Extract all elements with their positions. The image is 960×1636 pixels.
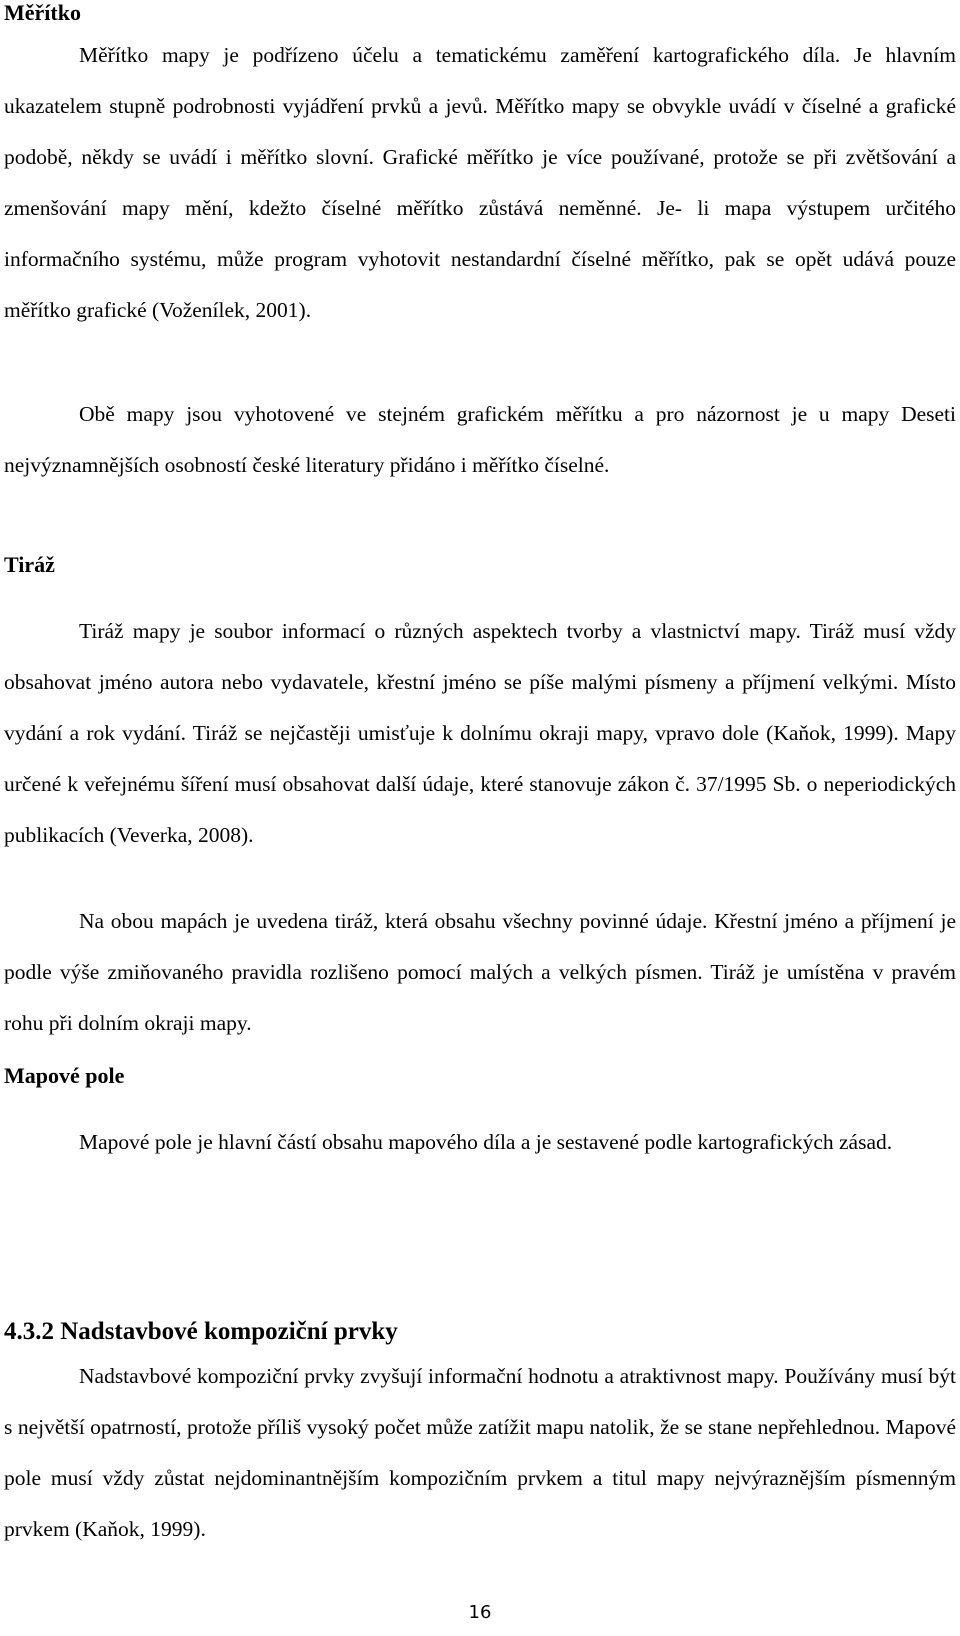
section-heading-tiraz: Tiráž xyxy=(4,552,55,577)
paragraph-text: Obě mapy jsou vyhotovené ve stejném grafickém měřítku a pro názornost je u mapy Deseti nejvýznamnějších osobností české literatury přidáno i měřítko číselné. xyxy=(4,402,956,477)
paragraph-mapove-pole xyxy=(4,1117,956,1168)
section-heading-nadstavbove-prvky: 4.3.2 Nadstavbové kompoziční prvky xyxy=(4,1318,398,1345)
section-heading-mapove-pole: Mapové pole xyxy=(4,1063,125,1088)
paragraph-text: Tiráž mapy je soubor informací o různých aspektech tvorby a vlastnictví mapy. Tiráž musí vždy obsahovat jméno autora nebo vydavatele, křestní jméno se píše malými písmeny a příjmení velkými. Místo vydání a rok vydání. Tiráž se nejčastěji umisťuje k dolnímu okraji mapy, vpravo dole (Kaňok, 1999). Mapy určené k veřejnému šíření musí obsahovat další údaje, které stanovuje zákon č. 37/1995 Sb. o neperiodických publikacích (Veverka, 2008). xyxy=(4,619,956,847)
paragraph-meritko-2 xyxy=(4,389,956,491)
paragraph-text: Měřítko mapy je podřízeno účelu a tematickému zaměření kartografického díla. Je hlavním ukazatelem stupně podrobnosti vyjádření prvků a jevů. Měřítko mapy se obvykle uvádí v číselné a grafické podobě, někdy se uvádí i měřítko slovní. Grafické měřítko je více používané, protože se při zvětšování a zmenšování mapy mění, kdežto číselné měřítko zůstává neměnné. Je- li mapa výstupem určitého informačního systému, může program vyhotovit nestandardní číselné měřítko, pak se opět udává pouze měřítko grafické (Voženílek, 2001). xyxy=(4,43,956,322)
page-number: 16 xyxy=(468,1602,492,1623)
paragraph-text: Nadstavbové kompoziční prvky zvyšují informační hodnotu a atraktivnost mapy. Používány musí být s největší opatrností, protože příliš vysoký počet může zatížit mapu natolik, že se stane nepřehlednou. Mapové pole musí vždy zůstat nejdominantnějším kompozičním prvkem a titul mapy nejvýraznějším písmenným prvkem (Kaňok, 1999). xyxy=(4,1364,956,1541)
paragraph-meritko-1 xyxy=(4,30,956,336)
paragraph-text: Mapové pole je hlavní částí obsahu mapového díla a je sestavené podle kartografických zásad. xyxy=(79,1130,893,1154)
paragraph-text: Na obou mapách je uvedena tiráž, která obsahu všechny povinné údaje. Křestní jméno a příjmení je podle výše zmiňovaného pravidla rozlišeno pomocí malých a velkých písmen. Tiráž je umístěna v pravém rohu při dolním okraji mapy. xyxy=(4,909,956,1035)
paragraph-tiraz-1 xyxy=(4,606,956,861)
paragraph-tiraz-2 xyxy=(4,896,956,1049)
section-heading-meritko: Měřítko xyxy=(4,0,81,25)
paragraph-nadstavbove-prvky xyxy=(4,1351,956,1555)
